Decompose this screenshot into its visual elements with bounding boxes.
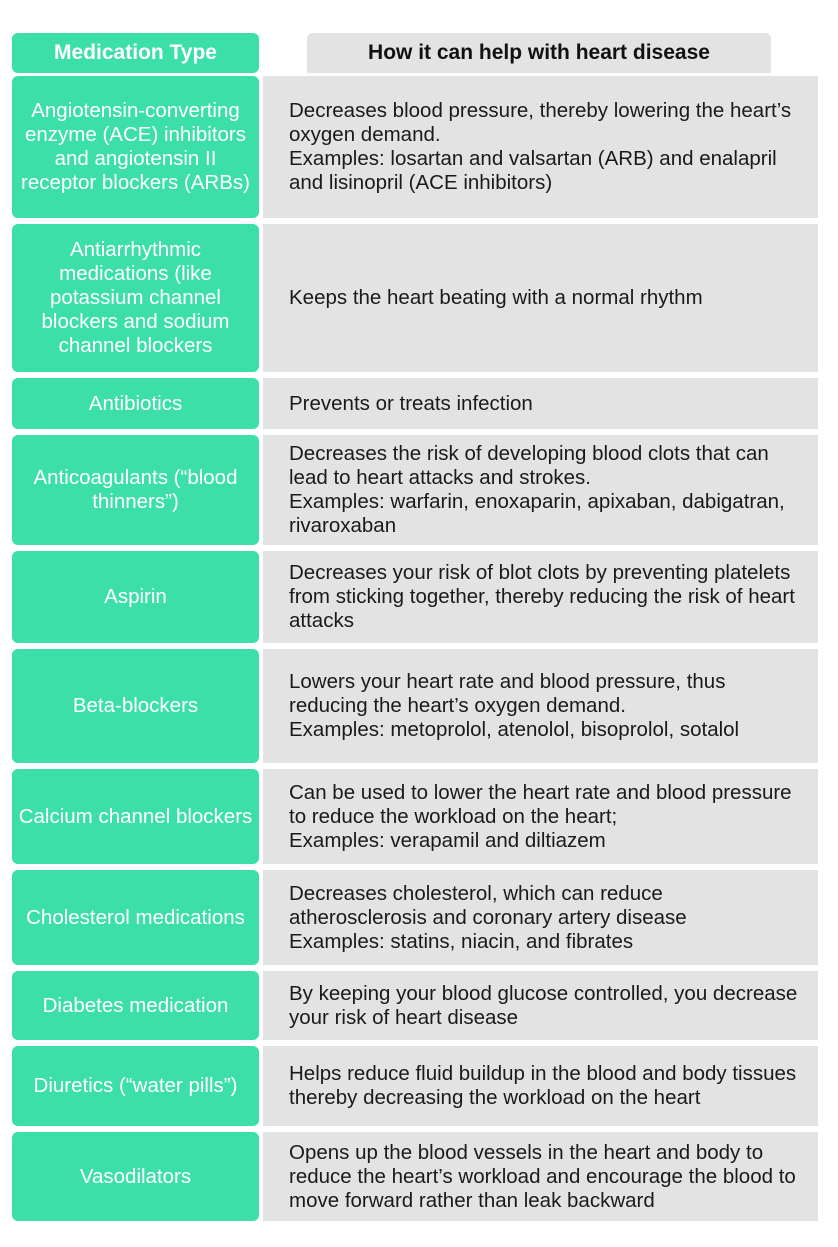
medication-type-cell: Anticoagulants (“blood thinners”) [12, 435, 259, 545]
table-row [12, 1046, 818, 1126]
header-how-it-helps: How it can help with heart disease [307, 33, 771, 73]
medication-type-cell: Angiotensin-converting enzyme (ACE) inhibitors and angiotensin II receptor blockers (ARBs) [12, 76, 259, 218]
table-row [12, 551, 818, 643]
help-description-cell [263, 971, 818, 1040]
help-text: Lowers your heart rate and blood pressure, thus reducing the heart’s oxygen demand. Examples: metoprolol, atenolol, bisoprolol, sotalol [289, 670, 740, 741]
table-row [12, 649, 818, 763]
help-text: Decreases cholesterol, which can reduce atherosclerosis and coronary artery disease Examples: statins, niacin, and fibrates [289, 881, 687, 953]
help-text: Can be used to lower the heart rate and blood pressure to reduce the workload on the heart; Examples: verapamil and diltiazem [289, 780, 792, 852]
help-description-cell [263, 649, 818, 763]
help-description-cell [263, 769, 818, 864]
help-description-cell [263, 76, 818, 218]
medication-type-cell: Beta-blockers [12, 649, 259, 763]
header-medication-type: Medication Type [12, 33, 259, 73]
help-text: Prevents or treats infection [289, 391, 533, 415]
help-description-cell [263, 224, 818, 372]
help-text: By keeping your blood glucose controlled, you decrease your risk of heart disease [289, 981, 798, 1029]
help-description-cell [263, 1132, 818, 1221]
help-text: Decreases the risk of developing blood clots that can lead to heart attacks and strokes. Examples: warfarin, enoxaparin, apixaban, dabigatran, rivaroxaban [289, 442, 785, 537]
table-row [12, 971, 818, 1040]
help-description-cell [263, 435, 818, 545]
medication-type-cell: Antibiotics [12, 378, 259, 429]
medication-table [12, 33, 818, 1227]
help-text: Opens up the blood vessels in the heart and body to reduce the heart’s workload and encourage the blood to move forward rather than leak backward [289, 1140, 796, 1212]
help-text: Decreases blood pressure, thereby lowering the heart’s oxygen demand. Examples: losartan and valsartan (ARB) and enalapril and lisinopril (ACE inhibitors) [289, 99, 792, 194]
table-row [12, 435, 818, 545]
table-row [12, 769, 818, 864]
help-text: Decreases your risk of blot clots by preventing platelets from sticking together, thereby reducing the risk of heart attacks [289, 561, 795, 632]
help-description-cell [263, 378, 818, 429]
table-row [12, 224, 818, 372]
medication-type-cell: Diabetes medication [12, 971, 259, 1040]
medication-type-cell: Vasodilators [12, 1132, 259, 1221]
help-description-cell [263, 551, 818, 643]
medication-type-cell: Antiarrhythmic medications (like potassium channel blockers and sodium channel blockers [12, 224, 259, 372]
table-row [12, 76, 818, 218]
medication-type-cell: Cholesterol medications [12, 870, 259, 965]
table-header [12, 33, 818, 73]
table-row [12, 1132, 818, 1221]
medication-type-cell: Diuretics (“water pills”) [12, 1046, 259, 1126]
help-text: Helps reduce fluid buildup in the blood and body tissues thereby decreasing the workload on the heart [289, 1062, 797, 1109]
medication-type-cell: Calcium channel blockers [12, 769, 259, 864]
help-description-cell [263, 1046, 818, 1126]
help-description-cell [263, 870, 818, 965]
medication-type-cell: Aspirin [12, 551, 259, 643]
table-row [12, 870, 818, 965]
table-row [12, 378, 818, 429]
help-text: Keeps the heart beating with a normal rhythm [289, 286, 703, 309]
